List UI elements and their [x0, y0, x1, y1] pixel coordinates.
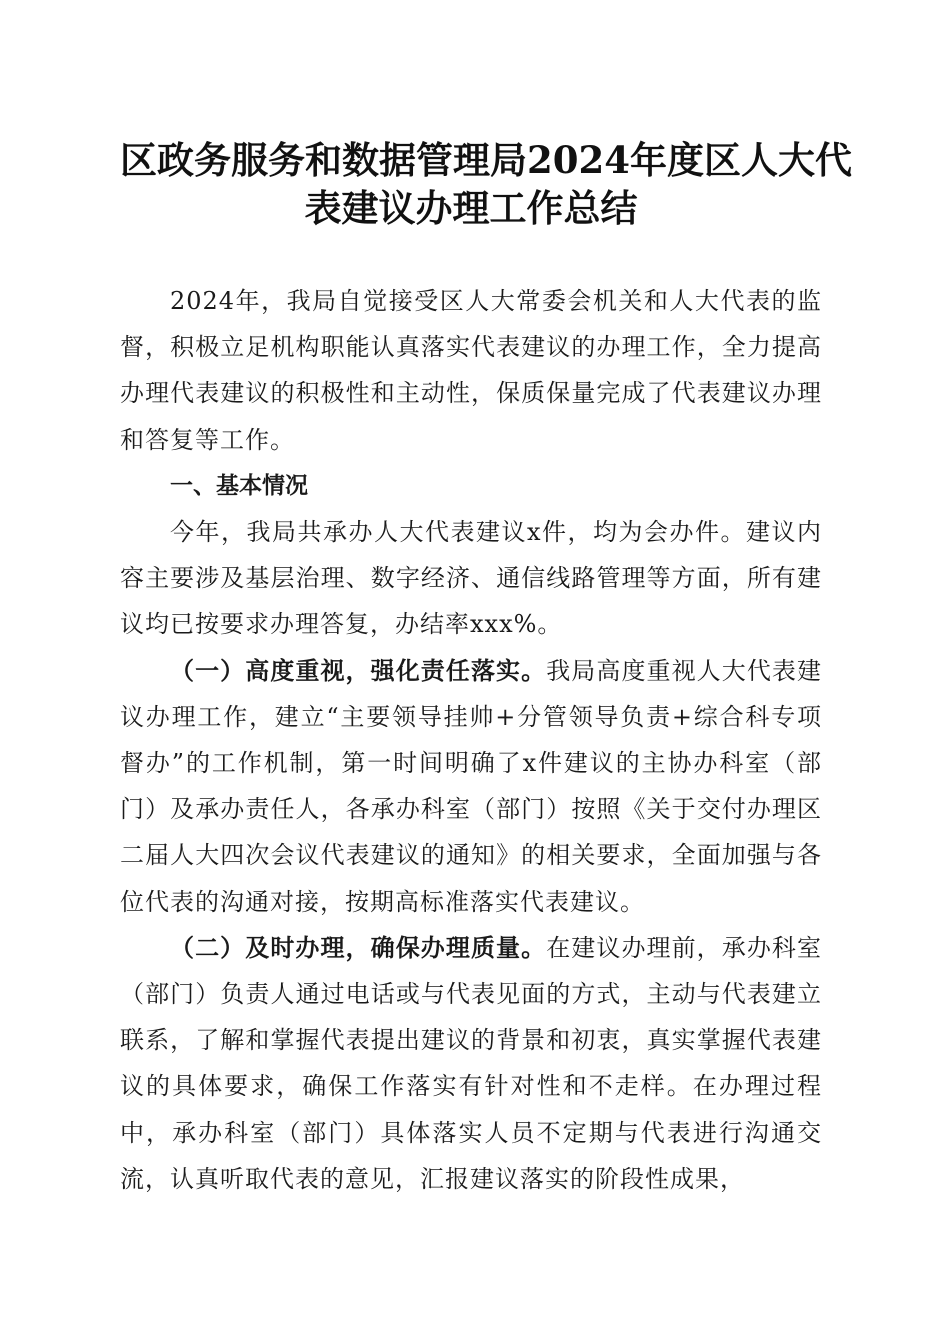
- title-line-2: 表建议办理工作总结: [304, 186, 638, 230]
- title-line-1: 区政务服务和数据管理局2024年度区人大代: [120, 138, 852, 182]
- section-1-heading: 一、基本情况: [170, 472, 308, 499]
- intro-paragraph: 2024年，我局自觉接受区人大常委会机关和人大代表的监督，积极立足机构职能认真落实代表建议的办理工作，全力提高办理代表建议的积极性和主动性，保质保量完成了代表建议办理和答复等工作。: [120, 287, 822, 454]
- item-2-lead: （二）及时办理，确保办理质量。: [170, 932, 547, 962]
- item-2-text: 在建议办理前，承办科室（部门）负责人通过电话或与代表见面的方式，主动与代表建立联系，了解和掌握代表提出建议的背景和初衷，真实掌握代表建议的具体要求，确保工作落实有针对性和不走样。在办理过程中，承办科室（部门）具体落实人员不定期与代表进行沟通交流，认真听取代表的意见，汇报建议落实的阶段性成果，: [120, 933, 823, 1193]
- item-2-paragraph: [120, 925, 822, 1202]
- document-title: [120, 136, 852, 232]
- item-1-paragraph: [120, 648, 822, 925]
- item-1-lead: （一）高度重视，强化责任落实。: [170, 655, 547, 685]
- item-1-text: 我局高度重视人大代表建议办理工作，建立“主要领导挂帅+分管领导负责+综合科专项督办”的工作机制，第一时间明确了x件建议的主协办科室（部门）及承办责任人，各承办科室（部门）按照《关于交付办理区二届人大四次会议代表建议的通知》的相关要求，全面加强与各位代表的沟通对接，按期高标准落实代表建议。: [120, 656, 823, 916]
- section-1-paragraph: 今年，我局共承办人大代表建议x件，均为会办件。建议内容主要涉及基层治理、数字经济、通信线路管理等方面，所有建议均已按要求办理答复，办结率xxx%。: [120, 518, 822, 639]
